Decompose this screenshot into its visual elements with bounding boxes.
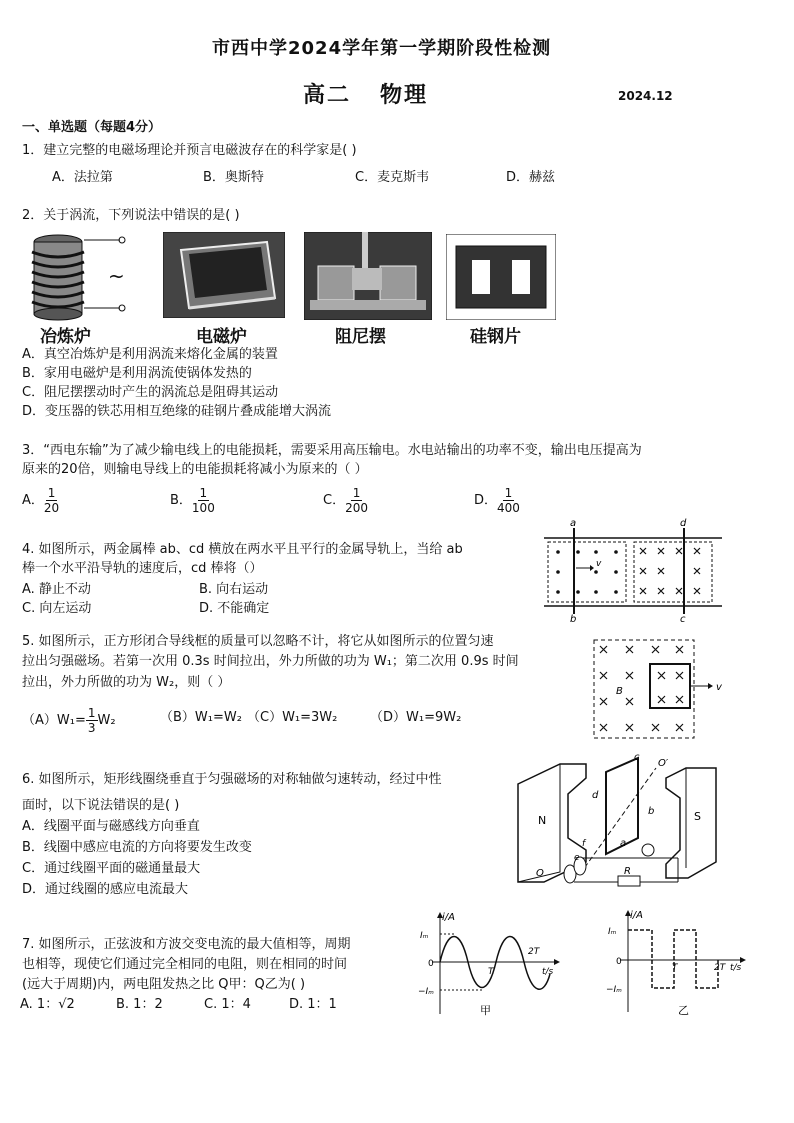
q7-option-b: B. 1：2: [116, 997, 163, 1012]
q4-label-b: b: [570, 614, 577, 622]
q5-option-b: （B）W₁=W₂: [160, 710, 242, 725]
q5-label-B: B: [616, 686, 623, 697]
sine-wave-graph: [418, 910, 566, 1022]
square-im: Iₘ: [608, 927, 617, 937]
q6-option-c: C．通过线圈平面的磁通量最大: [22, 861, 201, 876]
q3-option-c: C． $\frac{1}{200}$: [323, 486, 368, 515]
q3-line2: 原来的20倍，则输电导线上的电能损耗将减小为原来的（ ）: [22, 462, 368, 477]
caption-steel: 硅钢片: [470, 327, 521, 347]
square-2T: 2T: [714, 963, 726, 973]
section-heading: 一、单选题（每题4分）: [22, 120, 162, 135]
q6-label-N: N: [538, 814, 547, 827]
q4-label-d: d: [680, 518, 687, 529]
square-neg-im: −Iₘ: [606, 985, 622, 995]
exam-date: 2024.12: [618, 89, 673, 103]
q6-option-b: B．线圈中感应电流的方向将要发生改变: [22, 840, 252, 855]
square-xlabel: t/s: [730, 963, 742, 973]
q7-line2: 也相等，现使它们通过完全相同的电阻，则在相同的时间: [22, 957, 348, 972]
square-caption: 乙: [678, 1004, 689, 1017]
ac-symbol: ~: [108, 264, 125, 288]
q3-option-a: A． $\frac{1}{20}$: [22, 486, 60, 515]
q1-option-c: C．麦克斯韦: [355, 170, 430, 185]
q4-line1: 4. 如图所示，两金属棒 ab、cd 横放在两水平且平行的金属导轨上，当给 ab: [22, 542, 463, 557]
q5-option-a: （A）W₁= $\frac{1}{3}$ W₂: [22, 706, 116, 735]
sine-im: Iₘ: [420, 931, 429, 941]
subject-title: 高二 物理: [303, 83, 428, 108]
sine-neg-im: −Iₘ: [418, 987, 434, 997]
q3-option-b: B． $\frac{1}{100}$: [170, 486, 215, 515]
caption-pendulum: 阻尼摆: [335, 327, 386, 347]
q6-label-b: b: [648, 806, 655, 817]
q4-option-c: C. 向左运动: [22, 601, 92, 616]
q7-option-c: C. 1：4: [204, 997, 251, 1012]
q6-label-c: c: [634, 754, 640, 763]
q6-label-R: R: [624, 866, 631, 877]
q7-line1: 7. 如图所示，正弦波和方波交变电流的最大值相等，周期: [22, 937, 351, 952]
q2-stem: 2．关于涡流，下列说法中错误的是( ): [22, 208, 240, 223]
q4-line2: 棒一个水平沿导轨的速度后，cd 棒将（）: [22, 561, 263, 576]
q1-stem: 1．建立完整的电磁场理论并预言电磁波存在的科学家是( ): [22, 143, 357, 158]
sine-2T: 2T: [528, 947, 540, 957]
induction-cooker-image: [163, 232, 285, 318]
sine-ylabel: i/A: [442, 912, 455, 923]
q4-rails-figure: [540, 518, 725, 622]
sine-caption: 甲: [480, 1004, 491, 1017]
caption-cooker: 电磁炉: [196, 327, 247, 347]
q4-label-v: v: [596, 559, 602, 569]
q6-label-O: O: [536, 868, 544, 879]
sine-zero: 0: [428, 959, 434, 969]
sine-xlabel: t/s: [542, 967, 554, 977]
q6-label-f: f: [582, 839, 586, 849]
q4-option-a: A. 静止不动: [22, 582, 91, 597]
q3-option-d: D． $\frac{1}{400}$: [474, 486, 520, 515]
q6-label-S: S: [694, 810, 701, 823]
q6-label-d: d: [592, 790, 599, 801]
q7-line3: (远大于周期)内，两电阻发热之比 Q甲：Q乙为( ): [22, 977, 306, 992]
q5-option-d: （D）W₁=9W₂: [370, 710, 462, 725]
q2-option-c: C．阻尼摆摆动时产生的涡流总是阻碍其运动: [22, 385, 279, 400]
damping-pendulum-image: [304, 232, 432, 320]
q6-option-d: D．通过线圈的感应电流最大: [22, 882, 189, 897]
silicon-steel-image: [446, 234, 556, 320]
square-ylabel: i/A: [630, 910, 643, 921]
q6-option-a: A．线圈平面与磁感线方向垂直: [22, 819, 200, 834]
q1-option-b: B．奥斯特: [203, 170, 264, 185]
q2-option-b: B．家用电磁炉是利用涡流使锅体发热的: [22, 366, 252, 381]
q1-option-d: D．赫兹: [506, 170, 556, 185]
q4-label-a: a: [570, 518, 577, 529]
q6-line2: 面时，以下说法错误的是( ): [22, 798, 180, 813]
q2-option-d: D．变压器的铁芯用相互绝缘的硅钢片叠成能增大涡流: [22, 404, 332, 419]
q6-label-a: a: [620, 838, 627, 849]
q6-label-O2: O′: [658, 758, 669, 769]
q5-line2: 拉出匀强磁场。若第一次用 0.3s 时间拉出，外力所做的功为 W₁；第二次用 0.9s 时间: [22, 654, 519, 669]
square-wave-graph: [606, 908, 750, 1022]
q3-line1: 3．“西电东输”为了减少输电线上的电能损耗，需要采用高压输电。水电站输出的功率不变，输出电压提高为: [22, 443, 642, 458]
q5-frame-figure: [590, 636, 740, 742]
square-T: T: [672, 963, 678, 973]
q6-label-e: e: [574, 853, 580, 863]
q2-option-a: A．真空冶炼炉是利用涡流来熔化金属的装置: [22, 347, 278, 362]
q6-generator-figure: [510, 754, 738, 890]
caption-furnace: 冶炼炉: [40, 327, 91, 347]
q5-line3: 拉出，外力所做的功为 W₂，则（ ）: [22, 675, 231, 690]
square-zero: 0: [616, 957, 622, 967]
q7-option-a: A. 1：√2: [20, 997, 75, 1012]
q4-option-d: D. 不能确定: [199, 601, 270, 616]
q5-label-v: v: [716, 682, 722, 693]
exam-title: 市西中学2024学年第一学期阶段性检测: [212, 38, 552, 59]
q5-line1: 5. 如图所示，正方形闭合导线框的质量可以忽略不计，将它从如图所示的位置匀速: [22, 634, 494, 649]
q4-option-b: B. 向右运动: [199, 582, 269, 597]
q4-label-c: c: [680, 614, 686, 622]
q7-option-d: D. 1：1: [289, 997, 337, 1012]
q1-option-a: A．法拉第: [52, 170, 113, 185]
q6-line1: 6. 如图所示，矩形线圈绕垂直于匀强磁场的对称轴做匀速转动，经过中性: [22, 772, 442, 787]
sine-T: T: [488, 967, 494, 977]
q5-option-c: （C）W₁=3W₂: [247, 710, 338, 725]
